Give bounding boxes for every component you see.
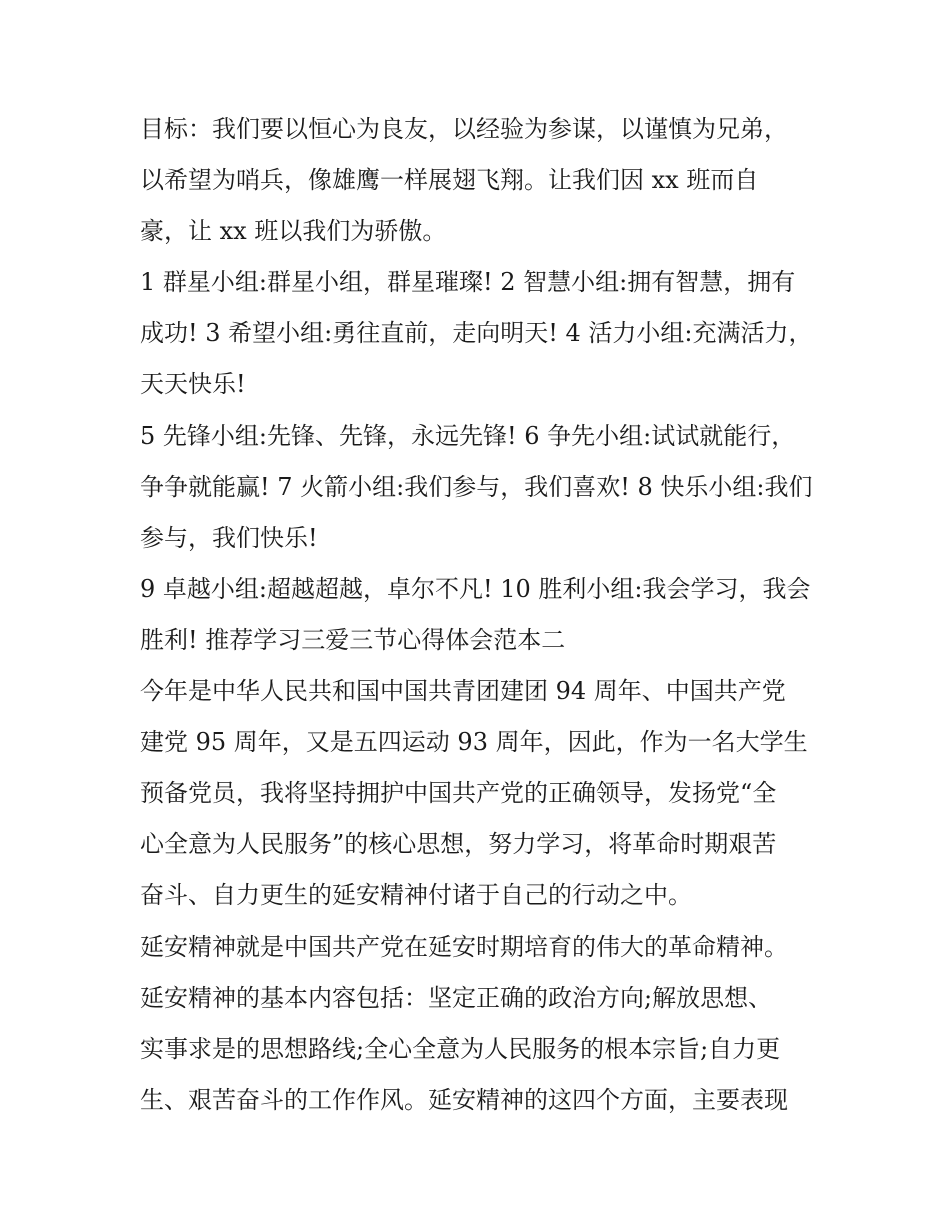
text-line: 今年是中华人民共和国中国共青团建团 94 周年、中国共产党 <box>140 677 786 706</box>
text-line: 生、艰苦奋斗的工作作风。延安精神的这四个方面，主要表现 <box>140 1085 788 1114</box>
text-line: 9 卓越小组:超越超越，卓尔不凡! 10 胜利小组:我会学习，我会 <box>140 574 811 603</box>
text-line: 以希望为哨兵，像雄鹰一样展翅飞翔。让我们因 xx 班而自 <box>140 166 759 195</box>
text-line: 5 先锋小组:先锋、先锋，永远先锋! 6 争先小组:试试就能行， <box>140 421 796 450</box>
text-line: 延安精神的基本内容包括：坚定正确的政治方向;解放思想、 <box>140 983 773 1012</box>
text-line: 成功! 3 希望小组:勇往直前，走向明天! 4 活力小组:充满活力， <box>140 319 813 348</box>
text-line: 实事求是的思想路线;全心全意为人民服务的根本宗旨;自力更 <box>140 1034 781 1063</box>
text-line: 目标：我们要以恒心为良友，以经验为参谋，以谨慎为兄弟， <box>140 115 788 143</box>
body-text <box>140 104 820 1126</box>
text-line: 豪，让 xx 班以我们为骄傲。 <box>140 217 447 246</box>
text-line: 胜利! 推荐学习三爱三节心得体会范本二 <box>140 625 566 654</box>
text-line: 预备党员，我将坚持拥护中国共产党的正确领导，发扬党“全 <box>140 779 777 808</box>
text-line: 天天快乐! <box>140 370 246 399</box>
text-line: 争争就能赢! 7 火箭小组:我们参与，我们喜欢! 8 快乐小组:我们 <box>140 472 813 501</box>
text-line: 建党 95 周年，又是五四运动 93 周年，因此，作为一名大学生 <box>140 728 808 757</box>
text-line: 奋斗、自力更生的延安精神付诸于自己的行动之中。 <box>140 881 692 910</box>
text-line: 延安精神就是中国共产党在延安时期培育的伟大的革命精神。 <box>140 932 788 961</box>
text-line: 1 群星小组:群星小组，群星璀璨! 2 智慧小组:拥有智慧，拥有 <box>140 268 796 297</box>
text-line: 参与，我们快乐! <box>140 523 318 552</box>
text-line: 心全意为人民服务”的核心思想，努力学习，将革命时期艰苦 <box>140 830 777 859</box>
